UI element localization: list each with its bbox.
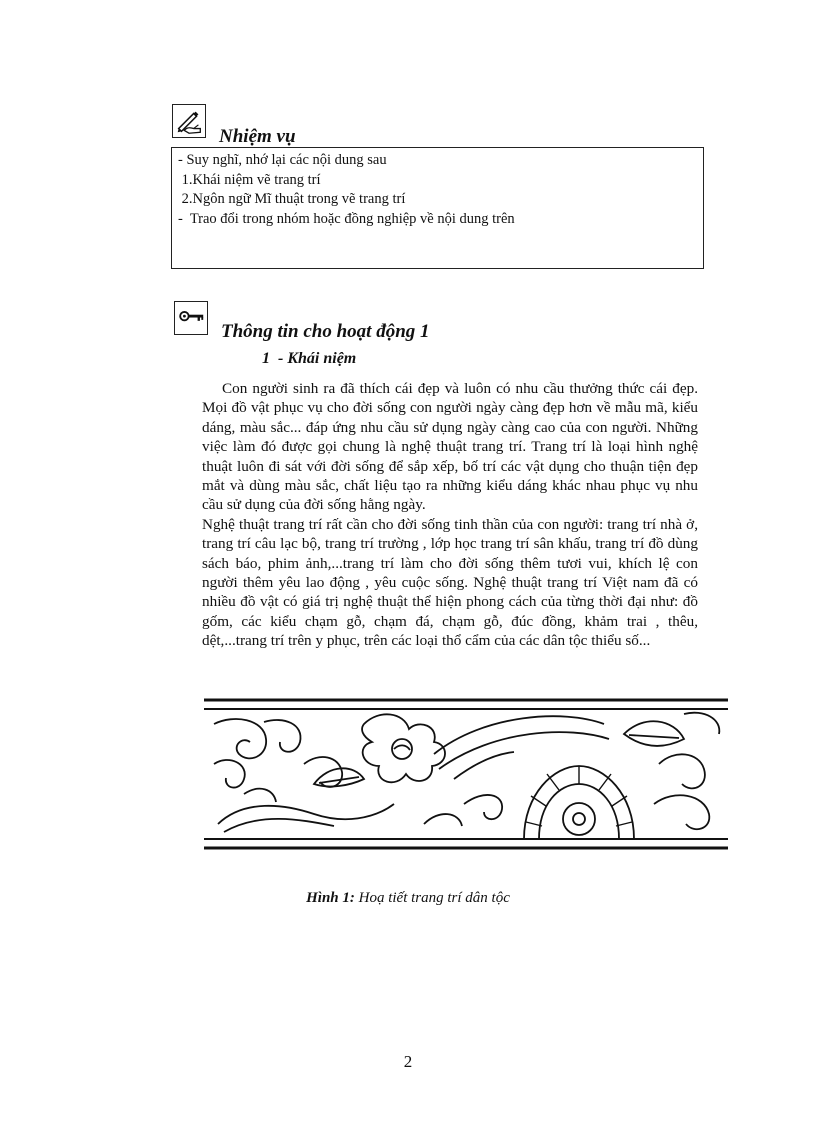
figure-caption-text: Hoạ tiết trang trí dân tộc [354,890,510,906]
figure-label: Hình 1: [306,890,355,906]
body-text [202,379,698,651]
info-heading: Thông tin cho hoạt động 1 [221,321,430,342]
paragraph: Con người sinh ra đã thích cái đẹp và luôn có nhu cầu thưởng thức cái đẹp. Mọi đồ vật phục vụ cho đời sống con người ngày càng đẹp hơn về mẫu mã, kiểu dáng, màu sắc... đáp ứng nhu cầu sử dụng ngày càng cao của con người. Những việc làm đó được gọi chung là nghệ thuật trang trí. Trang trí là loại hình nghệ thuật luôn đi sát với đời sống để sắp xếp, bố trí các vật dụng cho thuận tiện đẹp mắt và dùng màu sắc, chất liệu tạo ra những kiểu dáng khác nhau phục vụ nhu cầu sử dụng của đời sống hằng ngày. [202,380,698,514]
task-line: 2.Ngôn ngữ Mĩ thuật trong vẽ trang trí [178,191,406,207]
task-line: - Trao đổi trong nhóm hoặc đồng nghiệp về nội dung trên [178,210,515,227]
task-box [171,147,704,269]
task-heading: Nhiệm vụ [219,126,296,147]
figure-caption [0,890,816,907]
key-icon [174,301,208,335]
page-number: 2 [403,1052,413,1071]
traditional-ornament-image [204,694,728,854]
task-line: 1.Khái niệm vẽ trang trí [178,171,321,188]
pen-hand-icon [172,104,206,138]
task-line: - Suy nghĩ, nhớ lại các nội dung sau [178,152,387,168]
paragraph: Nghệ thuật trang trí rất cần cho đời sống tinh thần của con người: trang trí nhà ở, trang trí câu lạc bộ, trang trí trường , lớp học trang trí sân khấu, trang trí đồ dùng sách báo, phim ảnh,...trang trí làm cho đời sống thêm tươi vui, khích lệ con người thêm yêu lao động , yêu cuộc sống. Nghệ thuật trang trí Việt nam đã có nhiều đồ vật có giá trị nghệ thuật thể hiện phong cách của từng thời đại như: đồ gốm, các kiểu chạm gỗ, chạm đá, chạm gỗ, đúc đồng, khảm trai , thêu, dệt,...trang trí trên y phục, trên các loại thổ cẩm của các dân tộc thiểu số... [202,515,698,650]
concept-subheading: 1 - Khái niệm [262,350,357,367]
